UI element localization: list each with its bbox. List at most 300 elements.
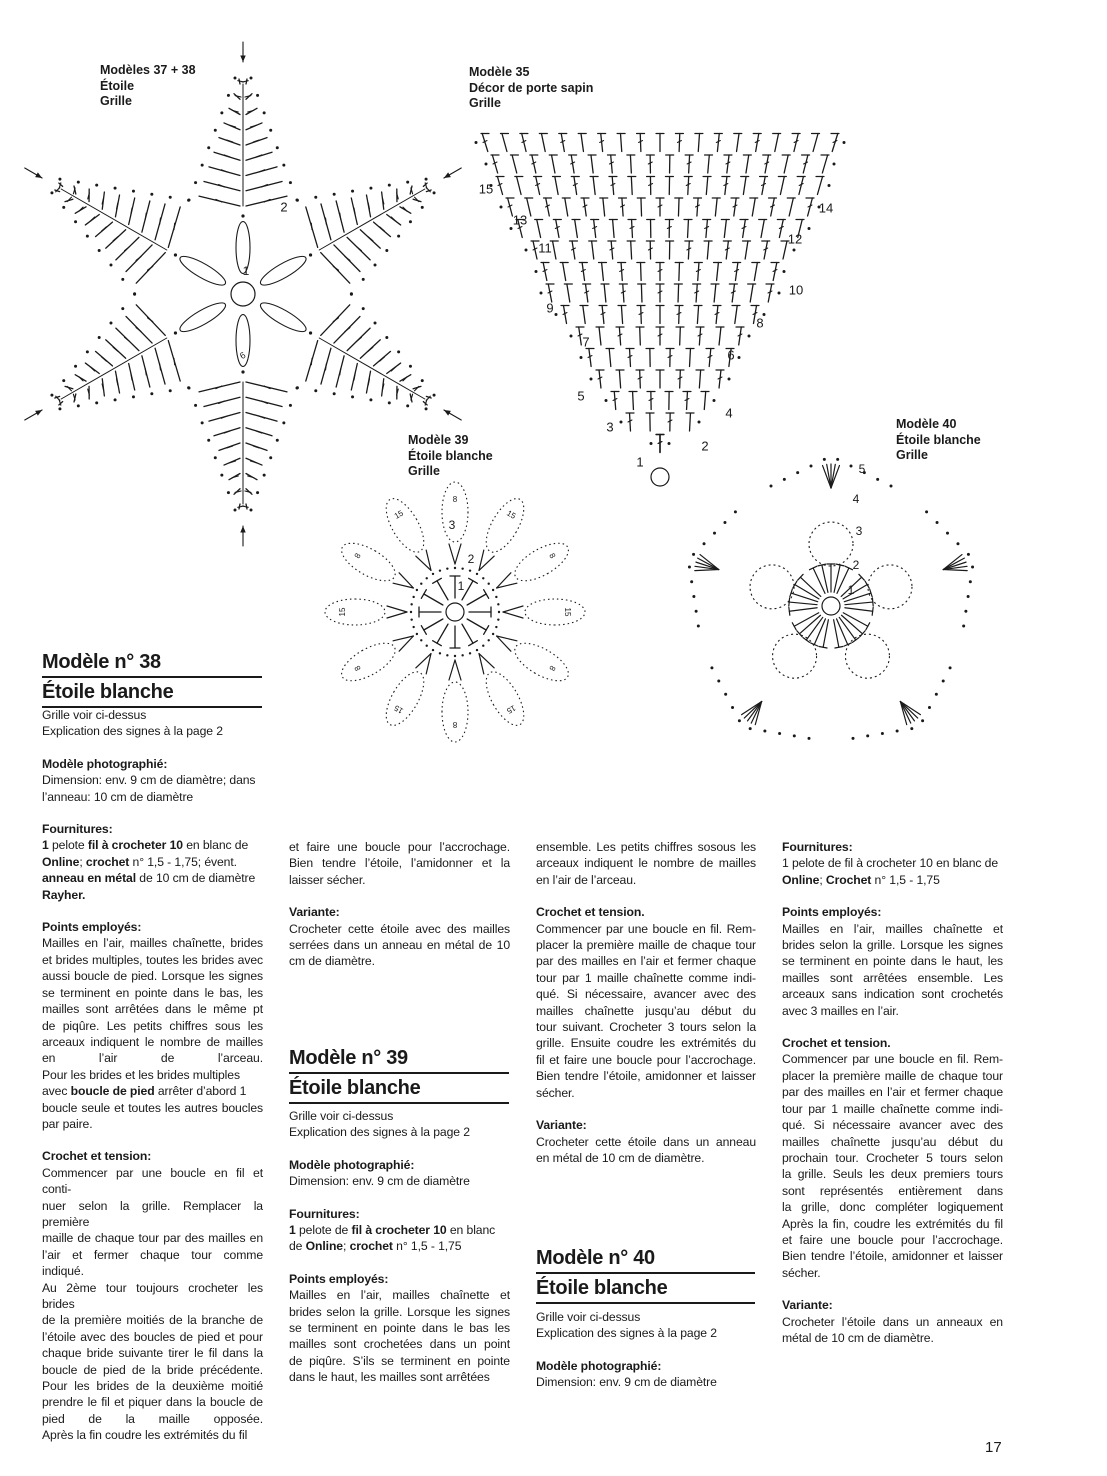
- round-number: 14: [818, 200, 834, 216]
- round-number: 2: [701, 438, 709, 454]
- treble-stitch: [601, 134, 603, 152]
- text-line: boucle de pied de la bride précédente.: [42, 1362, 263, 1377]
- chain-dot: [109, 322, 112, 325]
- treble-stitch: [585, 284, 587, 302]
- chain-dot: [713, 532, 716, 535]
- treble-stitch: [687, 392, 688, 410]
- chain-dot: [695, 610, 698, 613]
- chain-dot: [461, 654, 463, 656]
- chain-dot: [469, 569, 471, 571]
- m40-crochet-text: [782, 1051, 1003, 1281]
- chain-dot: [416, 589, 418, 591]
- treble-stitch: [632, 220, 633, 238]
- treble-stitch: [680, 370, 681, 388]
- round-number: 6: [238, 349, 248, 362]
- treble-top: [433, 641, 442, 646]
- treble-top: [872, 598, 873, 606]
- chain-dot: [409, 365, 412, 368]
- treble-stitch: [823, 620, 828, 648]
- chain-dot: [410, 611, 412, 613]
- chain-dot: [121, 278, 124, 281]
- chain-dot: [748, 335, 751, 338]
- text-line: maille de chaque tour par des mailles en: [42, 1231, 263, 1246]
- treble-stitch: [467, 619, 486, 630]
- m39-heading-title: Étoile blanche: [289, 1074, 509, 1104]
- chain-dot: [850, 465, 853, 468]
- text-line: Mailles en l’air, mailles chaînette et: [289, 1288, 510, 1303]
- round-number: 2: [467, 552, 475, 567]
- chain-dot: [717, 680, 720, 683]
- treble-stitch: [750, 284, 753, 302]
- chain-dot: [187, 199, 190, 202]
- stitch-line: [102, 227, 107, 231]
- stitch-line: [235, 491, 241, 492]
- chain-dot: [86, 350, 89, 353]
- treble-stitch: [688, 177, 689, 195]
- stitch-line: [333, 318, 338, 322]
- m39-variant-text: [536, 1134, 756, 1167]
- treble-stitch: [827, 464, 831, 488]
- m39-continuation: [536, 839, 756, 888]
- round-number: 8: [352, 551, 363, 560]
- text-line: ensemble. Les petits chiffres sosous les: [536, 840, 756, 854]
- chain-arc: [845, 634, 889, 678]
- treble-stitch: [735, 306, 737, 324]
- chain-dot: [133, 292, 136, 295]
- m39-variant-title: Variante:: [536, 1118, 587, 1133]
- chart-tree-35: [475, 134, 846, 487]
- treble-stitch: [752, 198, 755, 216]
- treble-stitch: [814, 619, 825, 645]
- text-line: placer la première maille de chaque tour: [782, 1068, 1003, 1083]
- chain-dot: [446, 567, 448, 569]
- treble-stitch: [734, 198, 736, 216]
- m40-supplies-line: Online; Crochet n° 1,5 - 1,75: [782, 872, 940, 887]
- treble-stitch: [837, 619, 848, 645]
- chain-dot: [420, 583, 422, 585]
- text-line: aussi boucle de pied. Lorsque les signes: [42, 969, 263, 984]
- chain-dot: [187, 386, 190, 389]
- chain-dot: [488, 639, 490, 641]
- round-number: 15: [478, 181, 494, 197]
- treble-stitch: [633, 392, 634, 410]
- chain-dot: [296, 199, 299, 202]
- treble-stitch: [822, 155, 827, 173]
- treble-stitch: [581, 134, 583, 152]
- text-line: mailles chaînette jusqu’au début du: [782, 1134, 1003, 1149]
- chain-dot: [510, 227, 513, 230]
- text-line: mailles sont crochetées dans un point: [289, 1337, 510, 1352]
- text-line: et faire une boucle pour l’accrochage.: [289, 840, 510, 854]
- treble-stitch: [575, 220, 578, 238]
- treble-stitch: [831, 464, 835, 488]
- chain-dot: [485, 163, 488, 166]
- treble-top: [872, 607, 873, 615]
- chain-dot: [728, 378, 731, 381]
- m39-supplies-line: de Online; crochet n° 1,5 - 1,75: [289, 1239, 462, 1254]
- chain-dot: [476, 573, 478, 575]
- v-stitch: [455, 660, 461, 680]
- m40-heading-title: Étoile blanche: [536, 1274, 755, 1304]
- text-line: brides selon la grille. Lorsque les signes: [782, 938, 1003, 953]
- text-line: Commencer par une boucle en fil. Rem-: [536, 921, 756, 936]
- diagram-type: Grille: [100, 94, 132, 108]
- chain-dot: [935, 693, 938, 696]
- chain-dot: [433, 191, 436, 194]
- chain-dot: [333, 392, 336, 395]
- chain-dot: [482, 577, 484, 579]
- chain-dot: [95, 401, 98, 404]
- chain-dot: [432, 573, 434, 575]
- m39-column: [289, 1108, 510, 1386]
- m38-supplies-line: anneau en métal de 10 cm de diamètre: [42, 871, 256, 886]
- text-line: placer la première maille de chaque tour: [536, 938, 756, 953]
- chain-dot: [385, 249, 388, 252]
- chain-dot: [369, 187, 372, 190]
- treble-stitch: [719, 370, 721, 388]
- chain-dot: [738, 356, 741, 359]
- stitch-line: [125, 337, 130, 341]
- chain-dot: [454, 655, 456, 657]
- text-line: en l’air de l’arceau.: [42, 1051, 263, 1066]
- treble-stitch: [789, 198, 793, 216]
- chain-dot: [796, 471, 799, 474]
- treble-stitch: [746, 155, 749, 173]
- chain-dot: [492, 633, 494, 635]
- text-line: se terminent en pointe dans le haut, les: [782, 954, 1003, 969]
- chain-dot: [763, 730, 766, 733]
- chain-dot: [214, 456, 217, 459]
- stitch-line: [113, 347, 118, 351]
- text-line: sont représentés entièrement dans: [782, 1183, 1003, 1198]
- treble-stitch: [611, 155, 613, 173]
- treble-stitch: [609, 349, 611, 367]
- stitch-line: [333, 266, 338, 270]
- chain-dot: [778, 732, 781, 735]
- chain-dot: [770, 485, 773, 488]
- chain-dot: [269, 456, 272, 459]
- chain-dot: [692, 553, 695, 556]
- chain-dot: [469, 652, 471, 654]
- chain-dot: [555, 313, 558, 316]
- diagram-subtitle: Étoile blanche: [408, 448, 493, 463]
- chain-dot: [783, 478, 786, 481]
- m38-photo-title: Modèle photographié:: [42, 756, 168, 771]
- treble-stitch: [783, 241, 787, 259]
- treble-stitch: [594, 220, 596, 238]
- petal-loop: [479, 493, 532, 558]
- chain-dot: [570, 335, 573, 338]
- chain-dot: [620, 421, 623, 424]
- stitch-line: [356, 337, 361, 341]
- stitch-line: [174, 358, 175, 365]
- chain-dot: [439, 652, 441, 654]
- chain-dot: [410, 603, 412, 605]
- treble-top: [866, 623, 870, 630]
- round-number: 15: [505, 703, 518, 716]
- stitch-line: [238, 506, 244, 507]
- round-number: 15: [338, 607, 348, 617]
- treble-stitch: [602, 306, 604, 324]
- stitch-line: [235, 96, 241, 97]
- round-number: 4: [852, 492, 860, 507]
- m39-supplies-title: Fournitures:: [289, 1206, 360, 1221]
- text-line: tour par 1 maille chaînette comme indi-: [536, 970, 756, 985]
- chain-dot: [421, 379, 424, 382]
- chain-dot: [397, 350, 400, 353]
- chain-dot: [50, 394, 53, 397]
- petal-loop: [325, 599, 385, 625]
- m38-heading: [42, 648, 262, 708]
- treble-stitch: [619, 370, 620, 388]
- petal-loop: [336, 536, 401, 589]
- chain-dot: [314, 196, 317, 199]
- v-stitch: [387, 612, 407, 618]
- petal-loop: [509, 636, 574, 689]
- text-line: qué. Si nécessaire, avancer avec des: [536, 987, 756, 1002]
- treble-top: [789, 598, 790, 606]
- m38-stitches-line: avec boucle de pied arrêter d’abord 1: [42, 1084, 247, 1099]
- treble-stitch: [823, 466, 831, 488]
- round-number: 15: [562, 607, 572, 617]
- text-line: Commencer par une boucle en fil et conti-: [42, 1165, 263, 1197]
- chain-dot: [703, 542, 706, 545]
- chain-dot: [309, 253, 312, 256]
- m39-grid: Grille voir ci-dessus: [289, 1109, 394, 1123]
- m40-column-2: [782, 839, 1003, 1346]
- text-line: laisser sécher.: [289, 872, 366, 887]
- chain-dot: [525, 249, 528, 252]
- treble-stitch: [698, 263, 699, 281]
- m38-stitches-text: [42, 1100, 263, 1133]
- chain-dot: [432, 649, 434, 651]
- chain-dot: [220, 111, 223, 114]
- stitch-line: [368, 347, 373, 351]
- treble-stitch: [761, 220, 764, 238]
- treble-stitch: [789, 602, 817, 605]
- v-stitch: [503, 612, 523, 618]
- magic-ring: [446, 603, 464, 621]
- chain-dot: [650, 442, 653, 445]
- v-stitch: [387, 606, 407, 612]
- treble-top: [789, 607, 790, 615]
- m40-signs: Explication des signes à la page 2: [536, 1326, 717, 1341]
- text-line: par des mailles en l’air et fermer chaque: [782, 1085, 1003, 1100]
- text-line: la grille. Seuls les deux premiers tours: [782, 1167, 1003, 1182]
- chain-dot: [843, 141, 846, 144]
- treble-stitch: [707, 241, 709, 259]
- chain-dot: [433, 394, 436, 397]
- text-line: se terminent en pointe dans le bas, les: [42, 985, 263, 1000]
- text-line: mailles sont arrêtées ensemble. Les: [782, 970, 1003, 985]
- chain-dot: [723, 521, 726, 524]
- chain-dot: [698, 421, 701, 424]
- chain-dot: [250, 509, 253, 512]
- treble-stitch: [584, 198, 586, 216]
- chain-dot: [351, 395, 354, 398]
- chain-dot: [388, 184, 391, 187]
- treble-stitch: [725, 177, 727, 195]
- diagram-title: Modèle 40: [896, 417, 957, 431]
- round-number: 5: [577, 388, 585, 404]
- treble-top: [793, 581, 797, 588]
- m38-signs: Explication des signes à la page 2: [42, 724, 223, 739]
- chain-dot: [439, 569, 441, 571]
- treble-stitch: [789, 608, 817, 612]
- treble-stitch: [714, 284, 716, 302]
- stitch-line: [160, 363, 161, 369]
- chain-dot: [256, 94, 259, 97]
- round-number: 2: [852, 558, 860, 573]
- text-line: tour par 1 maille chaînette comme indi-: [782, 1101, 1003, 1116]
- chain-dot: [132, 190, 135, 193]
- chain-dot: [227, 94, 230, 97]
- round-number: 8: [352, 664, 363, 673]
- m39-heading: [289, 1044, 509, 1104]
- m40-photo-title: Modèle photographié:: [536, 1358, 662, 1373]
- round-number: 1: [636, 454, 644, 470]
- m40-column: [536, 1309, 756, 1391]
- treble-stitch: [743, 177, 746, 195]
- round-number: 9: [546, 300, 554, 316]
- treble-stitch: [641, 284, 642, 302]
- chain-dot: [282, 164, 285, 167]
- round-number: 12: [787, 231, 803, 247]
- treble-stitch: [845, 608, 873, 612]
- chain-dot: [690, 580, 693, 583]
- m39-photo-line: Dimension: env. 9 cm de diamètre: [289, 1174, 470, 1189]
- treble-stitch: [732, 284, 734, 302]
- chain-dot: [668, 442, 671, 445]
- chain-dot: [495, 596, 497, 598]
- round-number: 2: [280, 199, 288, 215]
- treble-stitch: [611, 241, 613, 259]
- chain-dot: [454, 567, 456, 569]
- m38-grid: Grille voir ci-dessus: [42, 708, 147, 722]
- m38-stitches-text: [42, 935, 263, 1083]
- petal-loop: [379, 493, 432, 558]
- text-line: arceaux indiquent le nombre de mailles: [536, 856, 756, 871]
- chain-arc: [868, 565, 912, 609]
- treble-stitch: [679, 263, 680, 281]
- treble-stitch: [631, 241, 632, 259]
- treble-stitch: [591, 155, 593, 173]
- stitch-line: [340, 369, 341, 375]
- text-line: métal de 10 cm de diamètre.: [782, 1330, 934, 1345]
- text-line: cm de diamètre.: [289, 954, 375, 969]
- chain-dot: [605, 399, 608, 402]
- chain-dot: [174, 253, 177, 256]
- chain-dot: [62, 206, 65, 209]
- m40-grid: Grille voir ci-dessus: [536, 1310, 641, 1324]
- treble-top: [803, 638, 809, 643]
- diagram-type: Grille: [896, 448, 928, 462]
- text-line: de piqûre. S’ils se terminent en pointe: [289, 1353, 510, 1368]
- diagram-type: Grille: [469, 96, 501, 110]
- treble-stitch: [688, 241, 689, 259]
- chain-dot: [482, 645, 484, 647]
- round-number: 10: [788, 282, 804, 298]
- m40-heading-number: Modèle n° 40: [536, 1244, 755, 1274]
- treble-stitch: [696, 284, 697, 302]
- treble-stitch: [593, 177, 595, 195]
- v-stitch: [449, 660, 455, 680]
- m38-heading-number: Modèle n° 38: [42, 648, 262, 678]
- text-line: Mailles en l’air, mailles chaînette et: [782, 921, 1003, 936]
- chain-dot: [109, 263, 112, 266]
- treble-stitch: [602, 263, 604, 281]
- stitch-line: [125, 247, 130, 251]
- treble-stitch: [699, 327, 700, 345]
- treble-stitch: [719, 327, 721, 345]
- treble-stitch: [592, 241, 594, 259]
- m38-supplies-line: 1 pelote fil à crocheter 10 en blanc de: [42, 838, 249, 853]
- round-number: 8: [452, 719, 458, 729]
- chain-dot: [350, 293, 353, 296]
- text-line: prendre le fil et piquer dans la boucle de: [42, 1395, 263, 1410]
- chain-dot: [214, 129, 217, 132]
- treble-stitch: [567, 284, 570, 302]
- round-number: 5: [858, 462, 866, 477]
- chain-dot: [406, 404, 409, 407]
- chain-dot: [269, 129, 272, 132]
- chain-dot: [749, 727, 752, 730]
- chain-dot: [98, 249, 101, 252]
- chain-dot: [497, 618, 499, 620]
- chain-dot: [412, 596, 414, 598]
- treble-stitch: [754, 263, 757, 281]
- treble-stitch: [583, 306, 585, 324]
- treble-stitch: [555, 177, 558, 195]
- m40-supplies-line: 1 pelote de fil à crocheter 10 en blanc de: [782, 856, 999, 871]
- treble-stitch: [726, 241, 728, 259]
- chain-dot: [416, 633, 418, 635]
- chain-dot: [220, 474, 223, 477]
- treble-stitch: [631, 177, 632, 195]
- treble-stitch: [943, 570, 967, 571]
- treble-stitch: [704, 392, 705, 410]
- chain-dot: [836, 458, 839, 461]
- stitch-line: [145, 369, 146, 375]
- treble-stitch: [717, 134, 719, 152]
- chain-dot: [793, 734, 796, 737]
- chain-dot: [710, 666, 713, 669]
- m38-stitches-title: Points employés:: [42, 920, 142, 935]
- chain-dot: [409, 220, 412, 223]
- round-number: 1: [457, 579, 465, 594]
- chain-dot: [333, 193, 336, 196]
- treble-stitch: [630, 155, 631, 173]
- treble-stitch: [621, 263, 622, 281]
- round-number: 13: [512, 212, 528, 228]
- treble-stitch: [780, 177, 784, 195]
- stitch-line: [113, 237, 118, 241]
- m39-photo-title: Modèle photographié:: [289, 1157, 415, 1172]
- diagram-title: Modèles 37 + 38: [100, 63, 196, 77]
- treble-stitch: [735, 263, 737, 281]
- treble-stitch: [589, 349, 591, 367]
- chain-dot: [201, 164, 204, 167]
- m38-supplies-title: Fournitures:: [42, 822, 113, 837]
- diagram-title: Modèle 39: [408, 433, 469, 447]
- text-line: qué. Si nécessaire avancer avec des: [782, 1118, 1003, 1133]
- m40-stitches-title: Points employés:: [782, 905, 882, 920]
- chain-dot: [420, 639, 422, 641]
- treble-stitch: [715, 198, 717, 216]
- stitch-line: [245, 96, 251, 97]
- m38-variant-title: Variante:: [289, 905, 340, 920]
- treble-stitch: [424, 594, 443, 605]
